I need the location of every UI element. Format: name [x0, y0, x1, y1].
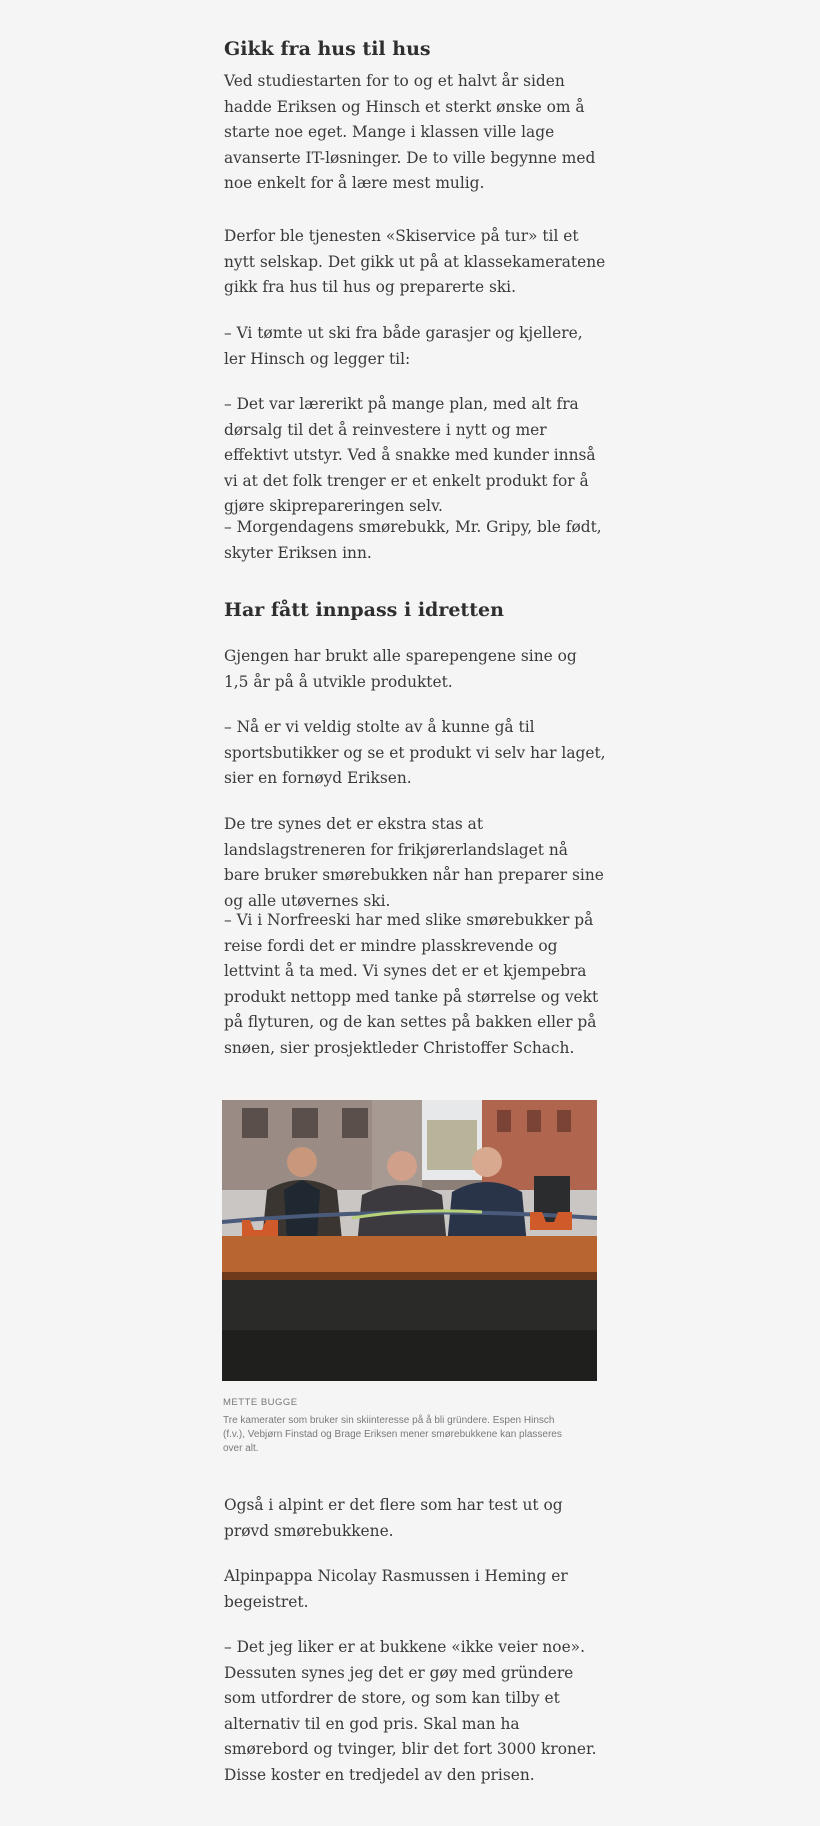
paragraph-3: – Vi tømte ut ski fra både garasjer og kjellere, ler Hinsch og legger til:	[224, 324, 583, 368]
section-heading-idretten: Har fått innpass i idretten	[224, 599, 504, 621]
article-photo	[222, 1100, 597, 1381]
paragraph-10: Også i alpint er det flere som har test ut og prøvd smørebukkene.	[224, 1496, 563, 1540]
article-figure	[222, 1100, 597, 1456]
photo-credit: METTE BUGGE	[223, 1397, 298, 1408]
paragraph-2: Derfor ble tjenesten «Skiservice på tur» til et nytt selskap. Det gikk ut på at klassekameratene gikk fra hus til hus og preparerte ski.	[224, 227, 606, 297]
paragraph-4: – Det var lærerikt på mange plan, med alt fra dørsalg til det å reinvestere i nytt og mer effektivt utstyr. Ved å snakke med kunder innså vi at det folk trenger er et enkelt produkt for å gjøre skiprepareringen selv.	[224, 395, 596, 516]
paragraph-5: – Morgendagens smørebukk, Mr. Gripy, ble født, skyter Eriksen inn.	[224, 518, 602, 562]
paragraph-12: – Det jeg liker er at bukkene «ikke veier noe». Dessuten synes jeg det er gøy med gründere som utfordrer de store, og som kan tilby et alternativ til en god pris. Skal man ha smørebord og tvinger, blir det fort 3000 kroner. Disse koster en tredjedel av den prisen.	[224, 1638, 597, 1784]
paragraph-9: – Vi i Norfreeski har med slike smørebukker på reise fordi det er mindre plasskrevende og lettvint å ta med. Vi synes det er et kjempebra produkt nettopp med tanke på størrelse og vekt på flyturen, og de kan settes på bakken eller på snøen, sier prosjektleder Christoffer Schach.	[224, 911, 599, 1057]
paragraph-11: Alpinpappa Nicolay Rasmussen i Heming er begeistret.	[224, 1567, 568, 1611]
photo-caption: Tre kamerater som bruker sin skiinteresse på å bli gründere. Espen Hinsch (f.v.), Vebjørn Finstad og Brage Eriksen mener smørebukkene kan plasseres over alt.	[223, 1415, 562, 1454]
paragraph-1: Ved studiestarten for to og et halvt år siden hadde Eriksen og Hinsch et sterkt ønske om å starte noe eget. Mange i klassen ville lage avanserte IT-løsninger. De to ville begynne med noe enkelt for å lære mest mulig.	[224, 72, 596, 193]
paragraph-6: Gjengen har brukt alle sparepengene sine og 1,5 år på å utvikle produktet.	[224, 647, 577, 691]
paragraph-8: De tre synes det er ekstra stas at landslagstreneren for frikjørerlandslaget nå bare bruker smørebukken når han preparer sine og alle utøvernes ski.	[224, 815, 604, 910]
paragraph-7: – Nå er vi veldig stolte av å kunne gå til sportsbutikker og se et produkt vi selv har laget, sier en fornøyd Eriksen.	[224, 718, 606, 788]
section-heading-hus-til-hus: Gikk fra hus til hus	[224, 38, 431, 60]
